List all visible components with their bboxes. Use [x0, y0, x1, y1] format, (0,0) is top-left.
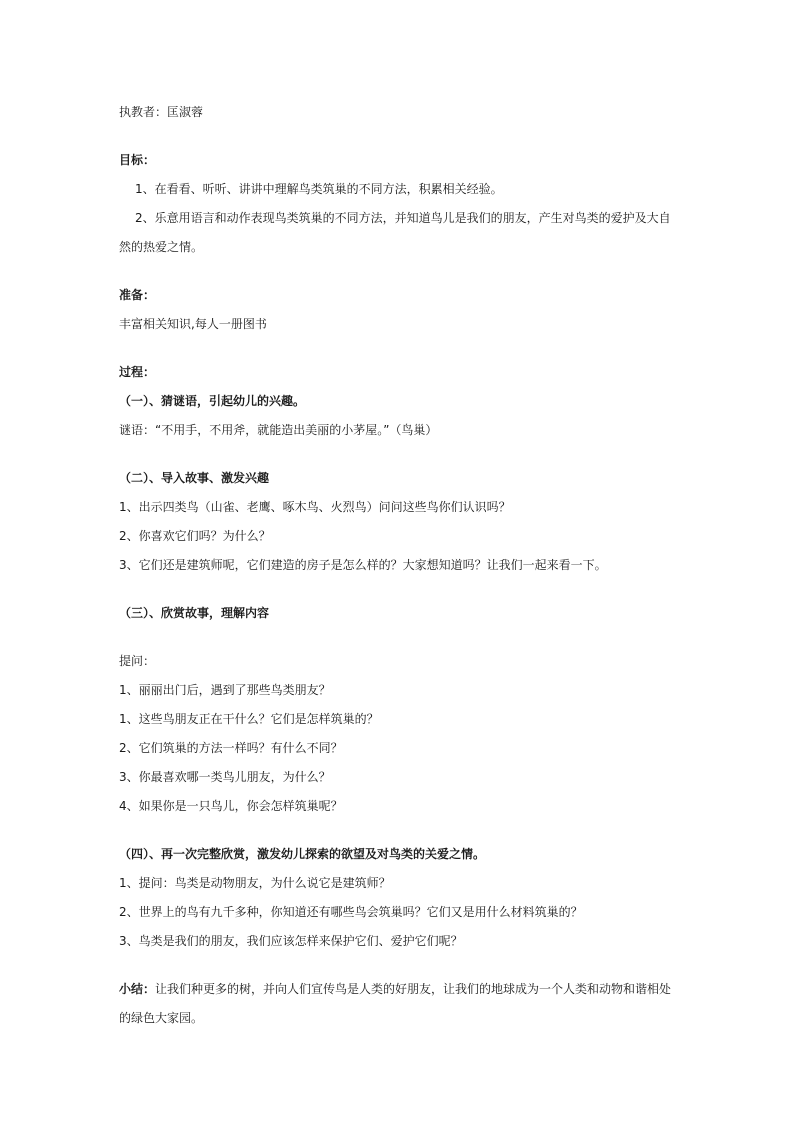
goals-heading: 目标：	[119, 153, 156, 167]
goal-item-2-line-1: 2、乐意用语言和动作表现鸟类筑巢的不同方法，并知道鸟儿是我们的朋友，产生对鸟类的爱护及大自	[135, 211, 671, 225]
process-heading: 过程：	[119, 365, 156, 379]
section-3-line: 提问：	[119, 654, 156, 668]
section-3-title: （三）、欣赏故事，理解内容	[119, 606, 270, 620]
section-4-line: 1、提问：鸟类是动物朋友，为什么说它是建筑师？	[119, 876, 391, 890]
summary-label: 小结：	[119, 982, 156, 996]
section-3-line: 1、丽丽出门后，遇到了那些鸟类朋友？	[119, 683, 331, 697]
section-3-line: 4、如果你是一只鸟儿，你会怎样筑巢呢？	[119, 799, 343, 813]
section-3-line: 2、它们筑巢的方法一样吗？有什么不同？	[119, 741, 343, 755]
section-2-title: （二）、导入故事、激发兴趣	[119, 471, 270, 485]
section-3-line: 3、你最喜欢哪一类鸟儿朋友，为什么？	[119, 770, 331, 784]
section-2-line: 1、出示四类鸟（山雀、老鹰、啄木鸟、火烈鸟）问问这些鸟你们认识吗？	[119, 500, 511, 514]
prep-text: 丰富相关知识,每人一册图书	[119, 317, 267, 331]
section-1-line: 谜语：“不用手，不用斧，就能造出美丽的小茅屋。”（鸟巢）	[119, 423, 438, 437]
goal-item-2-line-2: 然的热爱之情。	[119, 240, 204, 254]
teacher-line: 执教者：匡淑蓉	[119, 105, 204, 119]
section-4-line: 2、世界上的鸟有九千多种，你知道还有哪些鸟会筑巢吗？它们又是用什么材料筑巢的？	[119, 905, 583, 919]
prep-heading: 准备：	[119, 288, 156, 302]
section-1-title: （一）、猜谜语，引起幼儿的兴趣。	[119, 394, 306, 408]
section-2-line: 3、它们还是建筑师呢，它们建造的房子是怎么样的？大家想知道吗？让我们一起来看一下。	[119, 558, 607, 572]
summary-line-2: 的绿色大家园。	[119, 1011, 204, 1025]
section-4-title: （四）、再一次完整欣赏，激发幼儿探索的欲望及对鸟类的关爱之情。	[119, 847, 486, 861]
section-4-line: 3、鸟类是我们的朋友，我们应该怎样来保护它们、爱护它们呢？	[119, 934, 463, 948]
section-3-line: 1、这些鸟朋友正在干什么？它们是怎样筑巢的？	[119, 712, 379, 726]
summary-line-1	[119, 981, 671, 997]
goal-item-1: 1、在看看、听听、讲讲中理解鸟类筑巢的不同方法，积累相关经验。	[135, 182, 503, 196]
summary-text: 让我们种更多的树，并向人们宣传鸟是人类的好朋友，让我们的地球成为一个人类和动物和谐相处	[155, 982, 672, 996]
section-2-line: 2、你喜欢它们吗？为什么？	[119, 529, 271, 543]
